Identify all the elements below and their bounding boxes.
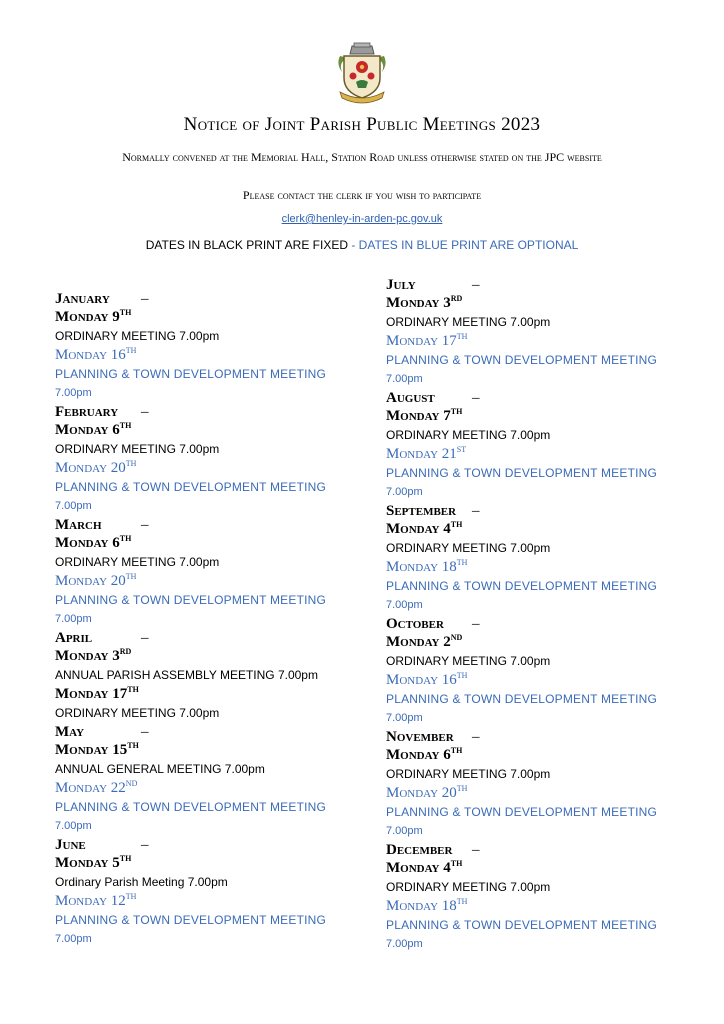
month-dash: – xyxy=(472,503,480,519)
optional-date xyxy=(55,779,355,798)
ordinal-suffix: TH xyxy=(119,308,132,317)
row-text: Monday 6 xyxy=(55,535,120,551)
optional-date xyxy=(55,572,355,591)
fixed-meeting xyxy=(386,313,686,332)
fixed-date xyxy=(55,685,355,704)
row-text: Monday 20 xyxy=(55,460,126,476)
row-text: Monday 17 xyxy=(55,686,128,702)
month-heading xyxy=(386,389,686,407)
row-text: PLANNING & TOWN DEVELOPMENT MEETING xyxy=(386,692,658,706)
ordinal-suffix: TH xyxy=(450,859,463,868)
schedule-column-jul-dec xyxy=(386,276,686,954)
fixed-date xyxy=(386,633,686,652)
row-text: 7.00pm xyxy=(55,387,92,399)
row-text: November xyxy=(386,729,454,745)
fixed-meeting xyxy=(55,704,355,723)
row-text: PLANNING & TOWN DEVELOPMENT MEETING xyxy=(55,593,327,607)
schedule-column-jan-jun xyxy=(55,290,355,949)
row-text: Monday 18 xyxy=(386,898,457,914)
ordinal-suffix: RD xyxy=(450,294,463,303)
optional-meeting-time xyxy=(386,935,686,954)
fixed-meeting xyxy=(386,426,686,445)
row-text: ORDINARY MEETING 7.00pm xyxy=(386,880,551,894)
row-text: October xyxy=(386,616,444,632)
optional-meeting-time xyxy=(55,610,355,629)
month-heading xyxy=(55,290,355,308)
row-text: PLANNING & TOWN DEVELOPMENT MEETING xyxy=(386,353,658,367)
ordinal-suffix: TH xyxy=(119,534,132,543)
optional-date xyxy=(55,892,355,911)
row-text: ORDINARY MEETING 7.00pm xyxy=(55,555,220,569)
row-text: ORDINARY MEETING 7.00pm xyxy=(386,428,551,442)
fixed-meeting xyxy=(55,327,355,346)
ordinal-suffix: TH xyxy=(456,332,468,341)
optional-meeting-time xyxy=(386,709,686,728)
month-heading xyxy=(386,728,686,746)
row-text: Monday 20 xyxy=(55,573,126,589)
fixed-date xyxy=(386,294,686,313)
month-dash: – xyxy=(472,616,480,632)
month-heading xyxy=(55,723,355,741)
fixed-meeting xyxy=(55,553,355,572)
fixed-date xyxy=(55,741,355,760)
optional-meeting xyxy=(386,916,686,935)
council-crest-logo xyxy=(334,42,390,104)
row-text: PLANNING & TOWN DEVELOPMENT MEETING xyxy=(386,579,658,593)
optional-meeting-time xyxy=(55,817,355,836)
fixed-meeting xyxy=(386,652,686,671)
ordinal-suffix: TH xyxy=(456,671,468,680)
row-text: March xyxy=(55,517,102,533)
fixed-meeting xyxy=(386,539,686,558)
ordinal-suffix: TH xyxy=(127,685,139,694)
row-text: Monday 16 xyxy=(55,347,126,363)
month-heading xyxy=(55,836,355,854)
page-title: Notice of Joint Parish Public Meetings 2023 xyxy=(183,114,541,135)
row-text: 7.00pm xyxy=(386,712,423,724)
row-text: ANNUAL GENERAL MEETING 7.00pm xyxy=(55,762,265,776)
ordinal-suffix: RD xyxy=(119,647,132,656)
optional-date xyxy=(55,459,355,478)
row-text: PLANNING & TOWN DEVELOPMENT MEETING xyxy=(55,480,327,494)
optional-meeting xyxy=(386,690,686,709)
row-text: August xyxy=(386,390,435,406)
optional-meeting xyxy=(55,798,355,817)
month-heading xyxy=(55,403,355,421)
fixed-date xyxy=(55,308,355,327)
month-heading xyxy=(386,615,686,633)
optional-meeting xyxy=(55,478,355,497)
optional-date xyxy=(386,558,686,577)
ordinal-suffix: TH xyxy=(125,346,137,355)
month-dash: – xyxy=(472,390,480,406)
fixed-date xyxy=(386,859,686,878)
row-text: May xyxy=(55,724,85,740)
row-text: April xyxy=(55,630,93,646)
row-text: ORDINARY MEETING 7.00pm xyxy=(55,329,220,343)
optional-date xyxy=(55,346,355,365)
venue-subtitle: Normally convened at the Memorial Hall, Station Road unless otherwise stated on the JPC website xyxy=(122,150,602,164)
row-text: 7.00pm xyxy=(386,599,423,611)
row-text: 7.00pm xyxy=(386,486,423,498)
row-text: Monday 21 xyxy=(386,446,457,462)
ordinal-suffix: TH xyxy=(119,854,132,863)
row-text: Monday 20 xyxy=(386,785,457,801)
ordinal-suffix: TH xyxy=(450,407,463,416)
row-text: Monday 6 xyxy=(386,747,451,763)
row-text: 7.00pm xyxy=(386,825,423,837)
row-text: 7.00pm xyxy=(55,820,92,832)
row-text: December xyxy=(386,842,453,858)
row-text: Monday 17 xyxy=(386,333,457,349)
row-text: Monday 3 xyxy=(386,295,451,311)
row-text: 7.00pm xyxy=(386,373,423,385)
row-text: 7.00pm xyxy=(386,938,423,950)
row-text: 7.00pm xyxy=(55,933,92,945)
row-text: July xyxy=(386,277,416,293)
month-dash: – xyxy=(472,277,480,293)
row-text: PLANNING & TOWN DEVELOPMENT MEETING xyxy=(55,913,327,927)
optional-date xyxy=(386,897,686,916)
ordinal-suffix: TH xyxy=(450,520,463,529)
month-dash: – xyxy=(472,729,480,745)
row-text: PLANNING & TOWN DEVELOPMENT MEETING xyxy=(55,800,327,814)
fixed-meeting xyxy=(386,765,686,784)
contact-instruction: Please contact the clerk if you wish to participate xyxy=(242,188,482,202)
row-text: PLANNING & TOWN DEVELOPMENT MEETING xyxy=(386,918,658,932)
row-text: PLANNING & TOWN DEVELOPMENT MEETING xyxy=(386,466,658,480)
row-text: Ordinary Parish Meeting 7.00pm xyxy=(55,875,228,889)
optional-date xyxy=(386,671,686,690)
row-text: Monday 4 xyxy=(386,860,451,876)
month-dash: – xyxy=(141,291,149,307)
ordinal-suffix: TH xyxy=(450,746,463,755)
month-heading xyxy=(386,841,686,859)
ordinal-suffix: ST xyxy=(456,445,467,454)
ordinal-suffix: TH xyxy=(125,459,137,468)
optional-meeting xyxy=(55,365,355,384)
row-text: ORDINARY MEETING 7.00pm xyxy=(386,654,551,668)
fixed-date xyxy=(386,520,686,539)
month-heading xyxy=(55,629,355,647)
row-text: January xyxy=(55,291,110,307)
fixed-date xyxy=(55,647,355,666)
optional-meeting-time xyxy=(55,930,355,949)
ordinal-suffix: TH xyxy=(456,558,468,567)
fixed-date xyxy=(55,534,355,553)
row-text: Monday 3 xyxy=(55,648,120,664)
optional-meeting xyxy=(386,351,686,370)
row-text: September xyxy=(386,503,457,519)
row-text: Monday 9 xyxy=(55,309,120,325)
optional-meeting xyxy=(386,464,686,483)
clerk-email-link[interactable]: clerk@henley-in-arden-pc.gov.uk xyxy=(281,213,443,225)
month-dash: – xyxy=(472,842,480,858)
row-text: Monday 2 xyxy=(386,634,451,650)
optional-date xyxy=(386,445,686,464)
optional-meeting xyxy=(386,577,686,596)
row-text: Monday 5 xyxy=(55,855,120,871)
row-text: ORDINARY MEETING 7.00pm xyxy=(386,767,551,781)
fixed-date xyxy=(55,421,355,440)
row-text: Monday 16 xyxy=(386,672,457,688)
legend-fixed: DATES IN BLACK PRINT ARE FIXED xyxy=(145,238,348,252)
row-text: Monday 6 xyxy=(55,422,120,438)
month-dash: – xyxy=(141,517,149,533)
row-text: PLANNING & TOWN DEVELOPMENT MEETING xyxy=(386,805,658,819)
optional-meeting-time xyxy=(386,822,686,841)
fixed-date xyxy=(386,746,686,765)
optional-meeting xyxy=(55,911,355,930)
row-text: 7.00pm xyxy=(55,613,92,625)
row-text: Monday 18 xyxy=(386,559,457,575)
row-text: February xyxy=(55,404,119,420)
row-text: Monday 22 xyxy=(55,780,126,796)
fixed-date xyxy=(55,854,355,873)
row-text: 7.00pm xyxy=(55,500,92,512)
row-text: ANNUAL PARISH ASSEMBLY MEETING 7.00pm xyxy=(55,668,318,682)
optional-meeting-time xyxy=(55,384,355,403)
month-heading xyxy=(55,516,355,534)
row-text: Monday 7 xyxy=(386,408,451,424)
ordinal-suffix: ND xyxy=(125,779,138,788)
optional-meeting xyxy=(55,591,355,610)
optional-date xyxy=(386,784,686,803)
fixed-meeting xyxy=(55,440,355,459)
legend-separator: - xyxy=(348,238,359,252)
month-dash: – xyxy=(141,404,149,420)
ordinal-suffix: TH xyxy=(125,892,137,901)
row-text: Monday 4 xyxy=(386,521,451,537)
month-dash: – xyxy=(141,724,149,740)
fixed-meeting xyxy=(386,878,686,897)
ordinal-suffix: TH xyxy=(119,421,132,430)
fixed-meeting xyxy=(55,666,355,685)
month-dash: – xyxy=(141,630,149,646)
optional-meeting-time xyxy=(386,370,686,389)
fixed-meeting xyxy=(55,760,355,779)
color-legend xyxy=(0,238,724,252)
row-text: PLANNING & TOWN DEVELOPMENT MEETING xyxy=(55,367,327,381)
row-text: June xyxy=(55,837,86,853)
optional-meeting-time xyxy=(386,483,686,502)
fixed-date xyxy=(386,407,686,426)
optional-meeting xyxy=(386,803,686,822)
row-text: ORDINARY MEETING 7.00pm xyxy=(386,315,551,329)
row-text: Monday 15 xyxy=(55,742,128,758)
ordinal-suffix: TH xyxy=(127,741,139,750)
ordinal-suffix: TH xyxy=(125,572,137,581)
month-heading xyxy=(386,276,686,294)
fixed-meeting xyxy=(55,873,355,892)
ordinal-suffix: TH xyxy=(456,784,468,793)
optional-date xyxy=(386,332,686,351)
legend-optional: DATES IN BLUE PRINT ARE OPTIONAL xyxy=(358,238,579,252)
month-heading xyxy=(386,502,686,520)
ordinal-suffix: TH xyxy=(456,897,468,906)
month-dash: – xyxy=(141,837,149,853)
row-text: ORDINARY MEETING 7.00pm xyxy=(55,706,220,720)
optional-meeting-time xyxy=(386,596,686,615)
row-text: Monday 12 xyxy=(55,893,126,909)
optional-meeting-time xyxy=(55,497,355,516)
row-text: ORDINARY MEETING 7.00pm xyxy=(386,541,551,555)
row-text: ORDINARY MEETING 7.00pm xyxy=(55,442,220,456)
ordinal-suffix: ND xyxy=(450,633,463,642)
